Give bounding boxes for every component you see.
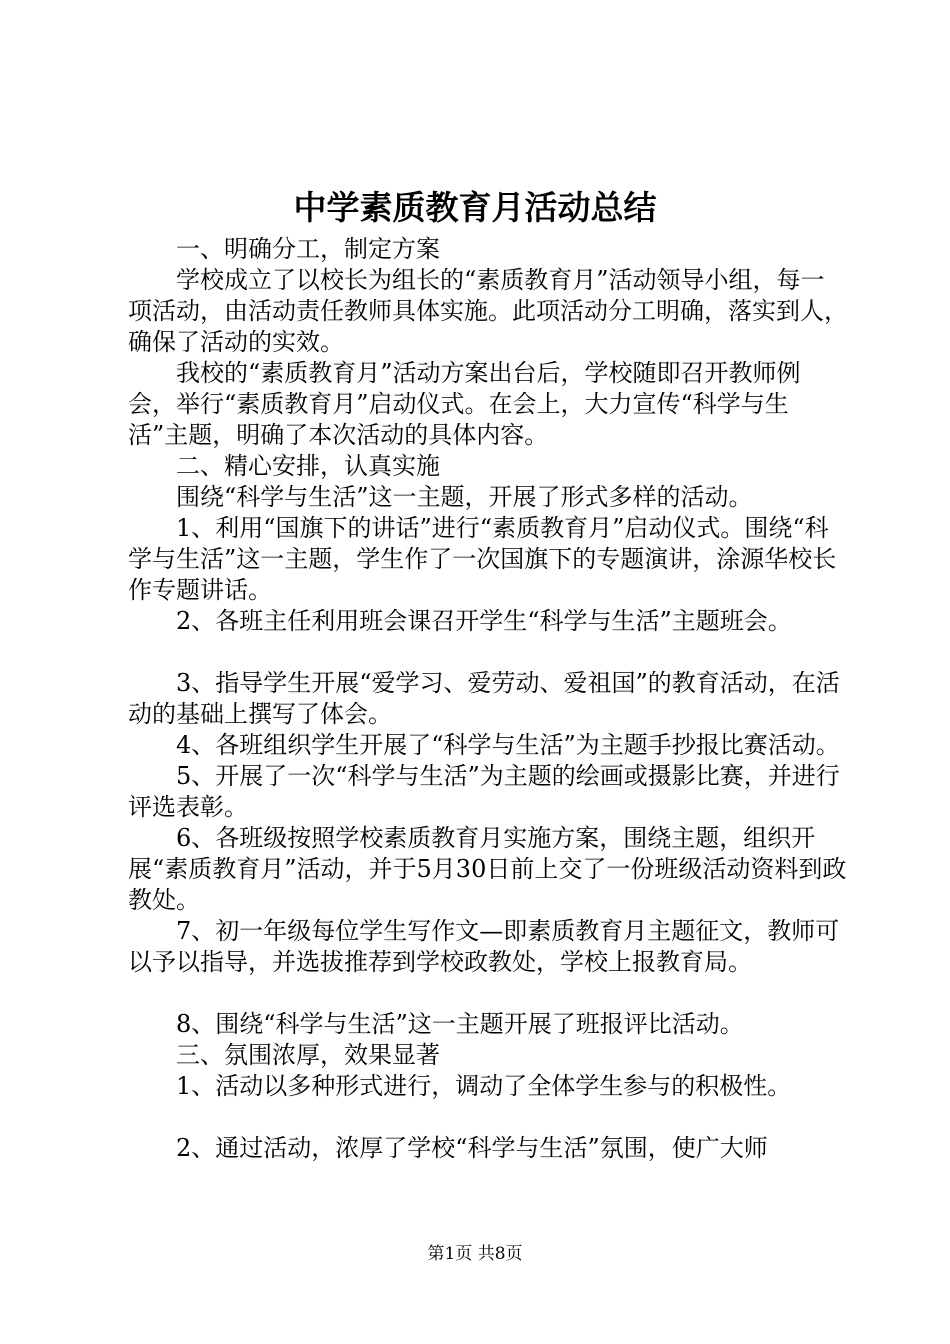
document-title: 中学素质教育月活动总结 [293, 188, 657, 227]
list-item: 1、活动以多种形式进行，调动了全体学生参与的积极性。 [176, 1072, 792, 1100]
list-item: 5、开展了一次“科学与生活”为主题的绘画或摄影比赛，并进行评选表彰。 [128, 762, 840, 821]
section-heading-3: 三、氛围浓厚，效果显著 [176, 1041, 440, 1069]
section-heading-1: 一、明确分工，制定方案 [176, 235, 440, 263]
page-footer: 第1页 共8页 [427, 1244, 523, 1264]
document-body [128, 234, 848, 1164]
blank-line [128, 1102, 848, 1133]
list-item: 1、利用“国旗下的讲话”进行“素质教育月”启动仪式。围绕“科学与生活”这一主题，学生作了一次国旗下的专题演讲，涂源华校长作专题讲话。 [128, 514, 837, 604]
list-item: 6、各班级按照学校素质教育月实施方案，围绕主题，组织开展“素质教育月”活动，并于5月30日前上交了一份班级活动资料到政教处。 [128, 824, 847, 914]
list-item: 3、指导学生开展“爱学习、爱劳动、爱祖国”的教育活动，在活动的基础上撰写了体会。 [128, 669, 840, 728]
list-item: 2、通过活动，浓厚了学校“科学与生活”氛围，使广大师 [176, 1134, 768, 1162]
paragraph: 我校的“素质教育月”活动方案出台后，学校随即召开教师例会，举行“素质教育月”启动仪式。在会上，大力宣传“科学与生活”主题，明确了本次活动的具体内容。 [128, 359, 801, 449]
list-item: 4、各班组织学生开展了“科学与生活”为主题手抄报比赛活动。 [176, 731, 840, 759]
paragraph: 学校成立了以校长为组长的“素质教育月”活动领导小组，每一项活动，由活动责任教师具体实施。此项活动分工明确，落实到人，确保了活动的实效。 [128, 266, 848, 356]
section-heading-2: 二、精心安排，认真实施 [176, 452, 440, 480]
blank-line [128, 637, 848, 668]
blank-line [128, 978, 848, 1009]
list-item: 8、围绕“科学与生活”这一主题开展了班报评比活动。 [176, 1010, 744, 1038]
list-item: 2、各班主任利用班会课召开学生“科学与生活”主题班会。 [176, 607, 792, 635]
list-item: 7、初一年级每位学生写作文—即素质教育月主题征文，教师可以予以指导，并选拔推荐到学校政教处，学校上报教育局。 [128, 917, 840, 976]
paragraph: 围绕“科学与生活”这一主题，开展了形式多样的活动。 [176, 483, 753, 511]
